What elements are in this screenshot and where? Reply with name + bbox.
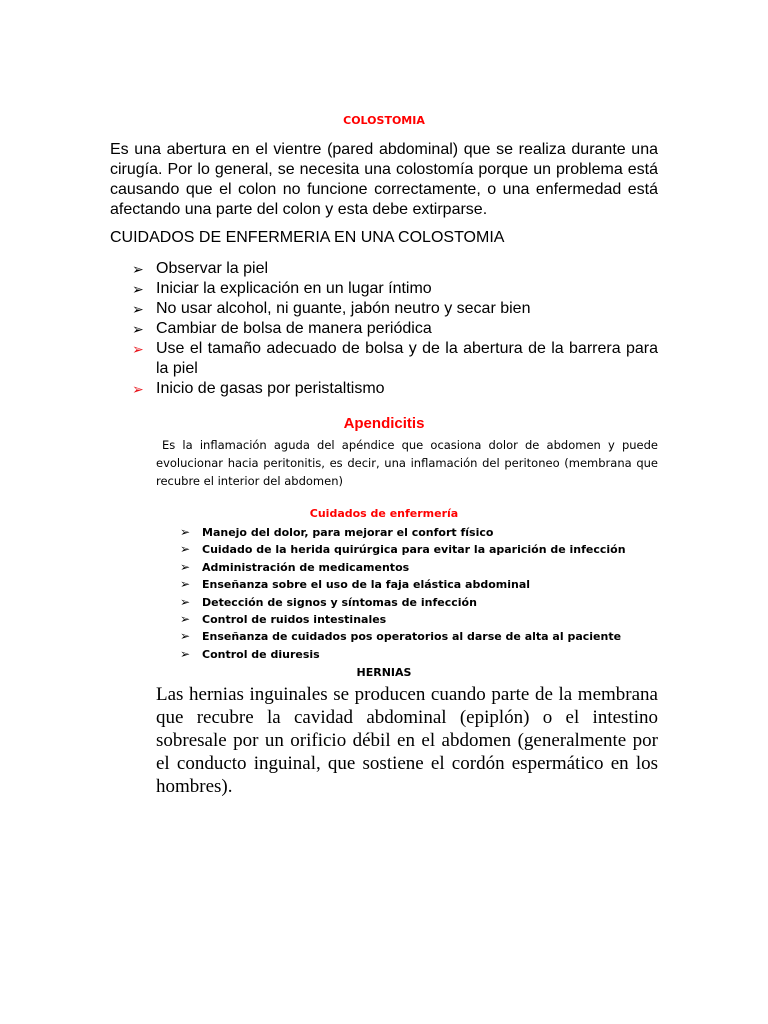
colostomia-care-heading: CUIDADOS DE ENFERMERIA EN UNA COLOSTOMIA [110,229,505,246]
list-item [180,524,660,541]
list-item-text: Administración de medicamentos [202,560,410,574]
arrow-bullet-icon: ➢ [180,629,191,644]
list-item-text: Iniciar la explicación en un lugar íntimo [156,280,432,297]
list-item-text: Use el tamaño adecuado de bolsa y de la abertura de la barrera para la piel [156,340,658,377]
hernias-title: HERNIAS [356,666,412,679]
arrow-bullet-icon: ➢ [132,381,144,397]
list-item [180,628,660,645]
apendicitis-care-heading: Cuidados de enfermería [309,507,459,520]
arrow-bullet-icon: ➢ [132,321,144,337]
arrow-bullet-icon: ➢ [180,612,191,627]
list-item [110,279,658,299]
arrow-bullet-icon: ➢ [132,281,144,297]
list-item-text: No usar alcohol, ni guante, jabón neutro y secar bien [156,300,531,317]
colostomia-care-list [110,259,658,399]
arrow-bullet-icon: ➢ [180,594,191,609]
list-item-text: Detección de signos y síntomas de infección [202,595,477,609]
list-item-text: Observar la piel [156,260,269,277]
arrow-bullet-icon: ➢ [132,341,144,357]
list-item-text: Inicio de gasas por peristaltismo [156,380,385,397]
arrow-bullet-icon: ➢ [180,542,191,557]
list-item-text: Control de diuresis [202,647,320,661]
list-item [110,299,658,319]
list-item [180,594,660,611]
list-item [180,646,660,663]
list-item-text: Enseñanza sobre el uso de la faja elástica abdominal [202,578,531,592]
apendicitis-title: Apendicitis [343,415,425,432]
list-item [110,339,658,379]
arrow-bullet-icon: ➢ [180,646,191,661]
colostomia-paragraph: Es una abertura en el vientre (pared abdominal) que se realiza durante una cirugía. Por lo general, se necesita una colostomía porque un problema está causando que el colon no funcione correctamente, o una enfermedad está afectando una parte del colon y esta debe extirparse. [110,141,658,218]
list-item-text: Cuidado de la herida quirúrgica para evitar la aparición de infección [202,543,626,557]
arrow-bullet-icon: ➢ [180,525,191,539]
list-item [110,379,658,399]
list-item [180,559,660,576]
list-item-text: Enseñanza de cuidados pos operatorios al darse de alta al paciente [202,630,622,644]
list-item [180,541,660,558]
list-item [180,611,660,628]
apendicitis-paragraph: Es la inflamación aguda del apéndice que ocasiona dolor de abdomen y puede evolucionar hacia peritonitis, es decir, una inflamación del peritoneo (membrana que recubre el interior del abdomen) [156,438,658,488]
arrow-bullet-icon: ➢ [132,301,144,317]
arrow-bullet-icon: ➢ [180,559,191,574]
list-item [110,259,658,279]
colostomia-title: COLOSTOMIA [343,114,425,127]
arrow-bullet-icon: ➢ [132,261,144,277]
list-item-text: Cambiar de bolsa de manera periódica [156,320,432,337]
list-item [180,576,660,593]
arrow-bullet-icon: ➢ [180,577,191,592]
hernias-paragraph: Las hernias inguinales se producen cuando parte de la membrana que recubre la cavidad abdominal (epiplón) o el intestino sobresale por un orificio débil en el abdomen (generalmente por el conducto inguinal, que sostiene el cordón espermático en los hombres). [156,684,658,797]
apendicitis-care-list [180,524,660,663]
list-item [110,319,658,339]
list-item-text: Manejo del dolor, para mejorar el confort físico [202,526,494,539]
list-item-text: Control de ruidos intestinales [202,613,387,627]
